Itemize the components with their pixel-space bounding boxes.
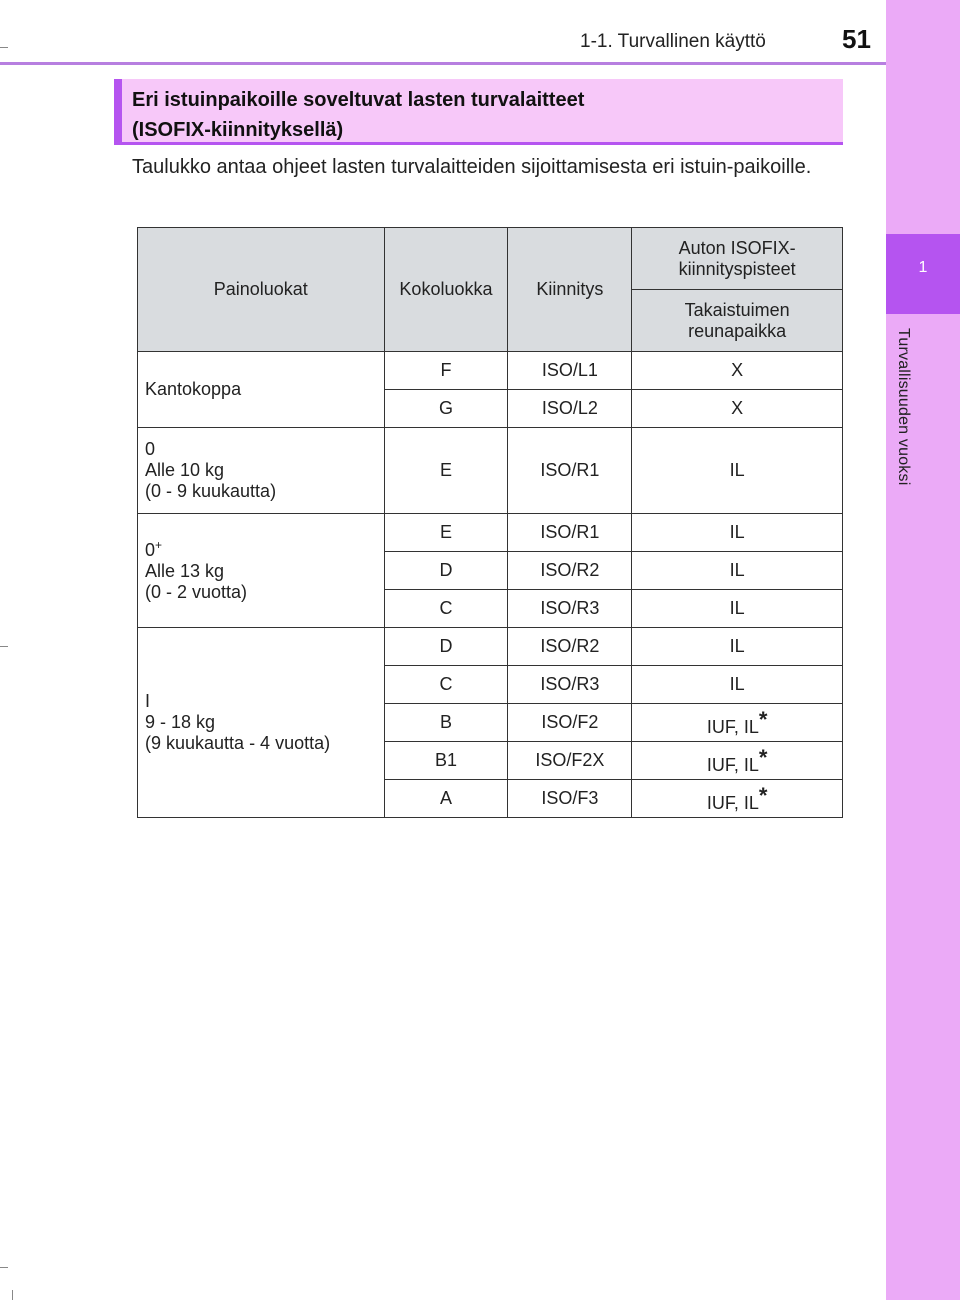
size-class-cell (384, 552, 508, 590)
fixture-cell (508, 742, 632, 780)
rear-outboard-cell (632, 590, 843, 628)
table-row (138, 428, 843, 514)
rear-outboard-cell (632, 390, 843, 428)
fixture-cell (508, 704, 632, 742)
size-class-cell-text: D (439, 560, 453, 580)
weight-class-line: 9 - 18 kg (145, 712, 216, 732)
weight-class-line: 0 (145, 540, 156, 560)
fixture-cell (508, 628, 632, 666)
weight-class-cell (138, 628, 385, 818)
size-class-cell-text: G (438, 398, 453, 418)
weight-class-cell (138, 428, 385, 514)
table-row (138, 628, 843, 666)
size-class-cell (384, 390, 508, 428)
size-class-cell (384, 704, 508, 742)
rear-outboard-cell-text: IL (729, 522, 745, 542)
size-class-cell-text: B1 (434, 750, 457, 770)
rear-outboard-cell (632, 666, 843, 704)
rear-outboard-cell (632, 780, 843, 818)
section-heading-box (114, 79, 843, 145)
fixture-cell-text: ISO/R1 (540, 460, 600, 480)
size-class-cell-text: F (440, 360, 452, 380)
rear-outboard-cell (632, 704, 843, 742)
rear-outboard-cell (632, 352, 843, 390)
header-weight-class: Painoluokat (138, 228, 385, 352)
fixture-cell (508, 552, 632, 590)
footnote-asterisk: * (758, 783, 768, 808)
fixture-cell-text: ISO/R3 (540, 598, 600, 618)
size-class-cell (384, 780, 508, 818)
rear-outboard-cell-text: IUF, IL (706, 793, 759, 813)
weight-class-cell (138, 514, 385, 628)
header-isofix-points: Auton ISOFIX-kiinnityspisteet (632, 228, 843, 290)
footnote-asterisk: * (758, 707, 768, 732)
header-size-class: Kokoluokka (384, 228, 508, 352)
fixture-cell (508, 390, 632, 428)
crop-mark (0, 1267, 8, 1268)
section-title-line-1: Eri istuinpaikoille soveltuvat lasten turvalaitteet (132, 89, 585, 111)
size-class-cell-text: C (439, 598, 453, 618)
weight-class-line: 0 (145, 439, 156, 459)
header-fixture: Kiinnitys (508, 228, 632, 352)
fixture-cell-text: ISO/F2 (541, 712, 599, 732)
fixture-cell (508, 590, 632, 628)
fixture-cell-text: ISO/R1 (540, 522, 600, 542)
weight-class-line: Alle 10 kg (145, 460, 225, 480)
rear-outboard-cell (632, 742, 843, 780)
crop-mark (12, 1290, 13, 1300)
size-class-cell (384, 428, 508, 514)
size-class-cell (384, 666, 508, 704)
page-number: 51 (842, 24, 871, 54)
fixture-cell-text: ISO/F2X (535, 750, 605, 770)
intro-paragraph: Taulukko antaa ohjeet lasten turvalaitteiden sijoittamisesta eri istuin-paikoille. (132, 156, 812, 178)
weight-class-line: (9 kuukautta - 4 vuotta) (145, 733, 331, 753)
fixture-cell (508, 514, 632, 552)
size-class-cell-text: A (439, 788, 452, 808)
rear-outboard-cell-text: IL (729, 460, 745, 480)
rear-outboard-cell (632, 514, 843, 552)
rear-outboard-cell (632, 552, 843, 590)
fixture-cell-text: ISO/R3 (540, 674, 600, 694)
size-class-cell-text: E (439, 522, 452, 542)
fixture-cell (508, 780, 632, 818)
rear-outboard-cell-text: X (731, 398, 744, 418)
size-class-cell (384, 352, 508, 390)
weight-class-line: Alle 13 kg (145, 561, 225, 581)
rear-outboard-cell-text: IL (729, 636, 745, 656)
rear-outboard-cell (632, 428, 843, 514)
rear-outboard-cell-text: X (731, 360, 744, 380)
fixture-cell-text: ISO/L2 (541, 398, 598, 418)
rear-outboard-cell-text: IUF, IL (706, 717, 759, 737)
chapter-title: Turvallisuuden vuoksi (895, 328, 912, 486)
fixture-cell (508, 428, 632, 514)
chapter-side-tab (886, 0, 960, 1300)
rear-outboard-cell-text: IL (729, 674, 745, 694)
fixture-cell-text: ISO/F3 (541, 788, 599, 808)
fixture-cell-text: ISO/R2 (540, 560, 600, 580)
table-row (138, 514, 843, 552)
size-class-cell-text: C (439, 674, 453, 694)
chapter-number: 1 (918, 259, 928, 276)
size-class-cell (384, 628, 508, 666)
rear-outboard-cell-text: IUF, IL (706, 755, 759, 775)
weight-class-line: (0 - 2 vuotta) (145, 582, 248, 602)
rear-outboard-cell-text: IL (729, 598, 745, 618)
header-section-title: 1-1. Turvallinen käyttö (580, 31, 766, 52)
footnote-asterisk: * (758, 745, 768, 770)
header-rule (0, 62, 886, 65)
section-title-line-2: (ISOFIX-kiinnityksellä) (132, 119, 344, 141)
fixture-cell-text: ISO/L1 (541, 360, 598, 380)
size-class-cell-text: D (439, 636, 453, 656)
rear-outboard-cell (632, 628, 843, 666)
fixture-cell-text: ISO/R2 (540, 636, 600, 656)
size-class-cell-text: B (439, 712, 452, 732)
weight-class-superscript: + (155, 538, 163, 552)
size-class-cell (384, 590, 508, 628)
crop-mark (0, 646, 8, 647)
crop-mark (0, 47, 8, 48)
rear-outboard-cell-text: IL (729, 560, 745, 580)
header-rear-outboard: Takaistuimen reunapaikka (632, 290, 843, 352)
fixture-cell (508, 666, 632, 704)
weight-class-cell (138, 352, 385, 428)
chapter-number-box (886, 234, 960, 314)
weight-class-line: (0 - 9 kuukautta) (145, 481, 277, 501)
size-class-cell-text: E (439, 460, 452, 480)
size-class-cell (384, 742, 508, 780)
size-class-cell (384, 514, 508, 552)
weight-class-line: Kantokoppa (145, 379, 242, 399)
isofix-table (137, 227, 843, 818)
weight-class-line: I (145, 691, 151, 711)
fixture-cell (508, 352, 632, 390)
table-body (138, 352, 843, 818)
table-row (138, 352, 843, 390)
